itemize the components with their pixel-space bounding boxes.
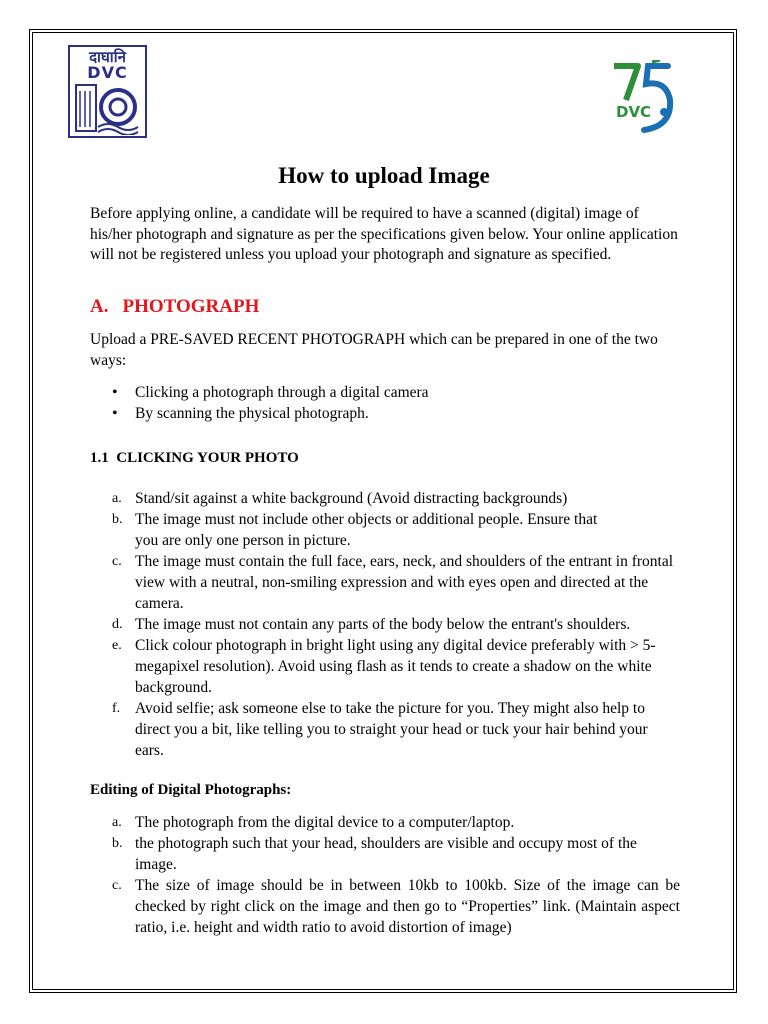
list-item: • By scanning the physical photograph. (90, 403, 429, 424)
list-item-text: Stand/sit against a white background (Avoid distracting backgrounds) (135, 490, 568, 507)
list-item (90, 812, 680, 833)
editing-heading: Editing of Digital Photographs: (90, 782, 292, 798)
editing-instructions-list (90, 812, 680, 938)
list-marker: b. (112, 512, 123, 527)
page-title: How to upload Image (278, 163, 490, 188)
list-item (90, 875, 680, 938)
list-marker: c. (112, 878, 122, 893)
list-item-text: The image must contain the full face, ears, neck, and shoulders of the entrant in frontal view with a neutral, non-smiling expression and with eyes open and directed at the camera. (135, 553, 674, 612)
list-item (90, 551, 680, 614)
list-item-text: The image must not include other objects or additional people. Ensure that you are only one person in picture. (135, 511, 598, 549)
photo-methods-list (90, 382, 429, 424)
list-item-text: the photograph such that your head, shoulders are visible and occupy most of the image. (135, 835, 637, 873)
list-marker: c. (112, 554, 122, 569)
intro-paragraph: Before applying online, a candidate will be required to have a scanned (digital) image of his/her photograph and signature as per the specifications given below. Your online application will not be registered unless you upload your photograph and signature as specified. (90, 205, 678, 263)
section-photograph-heading (90, 296, 259, 318)
list-item (90, 509, 680, 551)
list-item-text: The photograph from the digital device to a computer/laptop. (135, 814, 515, 831)
list-marker: f. (112, 701, 121, 716)
section-title: PHOTOGRAPH (122, 296, 260, 317)
dam-emblem-icon (74, 83, 142, 135)
list-marker: e. (112, 638, 122, 653)
list-item-text: Click colour photograph in bright light using any digital device preferably with > 5-megapixel resolution). Avoid using flash as it tends to create a shadow on the white background. (135, 637, 656, 696)
list-marker: d. (112, 617, 123, 632)
list-item-text: The size of image should be in between 10kb to 100kb. Size of the image can be checked by right click on the image and then go to “Properties” link. (Maintain aspect ratio, i.e. height and width ratio to avoid distortion of image) (135, 877, 680, 936)
dvc-75-logo (608, 60, 682, 138)
list-item (90, 698, 680, 761)
list-item (90, 833, 680, 875)
clicking-photo-heading: 1.1 CLICKING YOUR PHOTO (90, 450, 299, 466)
list-marker: a. (112, 491, 122, 506)
list-item: • Clicking a photograph through a digital camera (90, 382, 429, 403)
clicking-instructions-list (90, 488, 680, 761)
dvc-75-emblem-icon (608, 60, 682, 138)
dvc-75-logo-text: DVC (616, 103, 652, 121)
list-marker: b. (112, 836, 123, 851)
list-item-text: The image must not contain any parts of the body below the entrant's shoulders. (135, 616, 631, 633)
section-marker: A. (90, 296, 109, 317)
dvc-logo (68, 45, 147, 138)
list-marker: a. (112, 815, 122, 830)
upload-paragraph: Upload a PRE-SAVED RECENT PHOTOGRAPH which can be prepared in one of the two ways: (90, 331, 658, 369)
dvc-logo-hindi-text: दाघानि (89, 48, 126, 66)
list-item (90, 614, 680, 635)
list-item (90, 488, 680, 509)
list-item (90, 635, 680, 698)
dvc-logo-text: DVC (87, 63, 128, 82)
list-item-text: Avoid selfie; ask someone else to take the picture for you. They might also help to direct you a bit, like telling you to straight your head or tuck your hair behind your ears. (135, 700, 648, 759)
